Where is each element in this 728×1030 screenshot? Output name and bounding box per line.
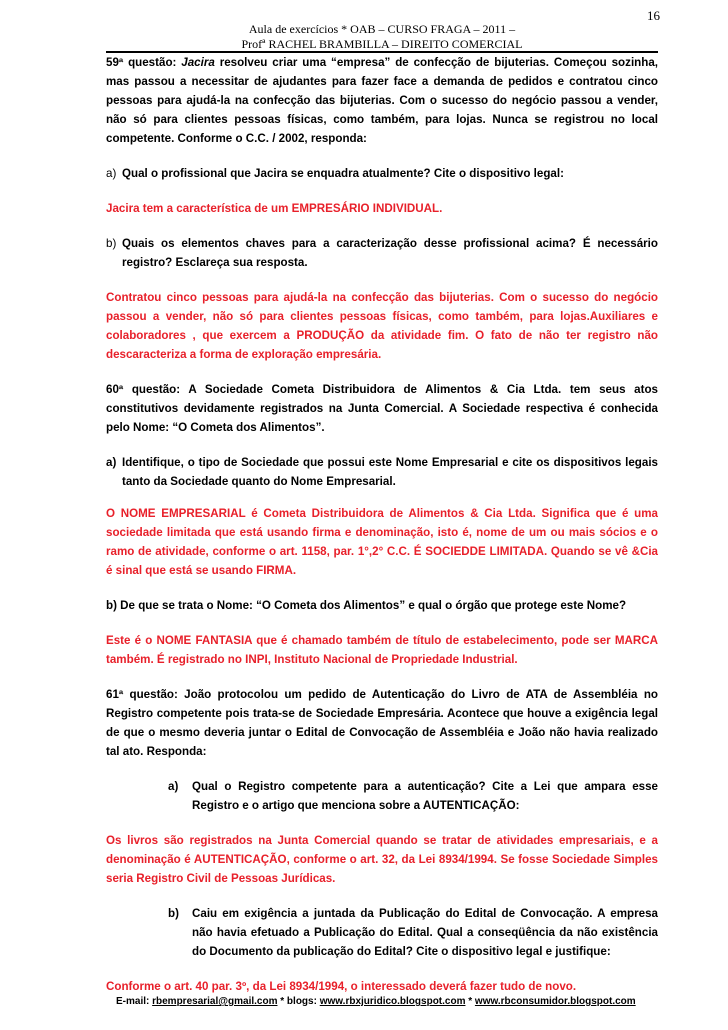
question-60-answer-b: Este é o NOME FANTASIA que é chamado também de título de estabelecimento, pode ser MARCA também. É registrado no INPI, Instituto Nacional de Propriedade Industrial. bbox=[106, 634, 658, 666]
footer-blog-link-consumidor[interactable]: www.rbconsumidor.blogspot.com bbox=[474, 996, 636, 1007]
question-59-answer-a: Jacira tem a característica de um EMPRESÁRIO INDIVIDUAL. bbox=[106, 202, 443, 215]
document-header bbox=[106, 22, 658, 52]
page-number: 16 bbox=[647, 8, 660, 23]
header-course-line: Aula de exercícios * OAB – CURSO FRAGA – 2011 – bbox=[248, 22, 516, 36]
question-61-statement: 61ª questão: João protocolou um pedido de Autenticação do Livro de ATA de Assembléia no Registro competente pois trata-se de Sociedade Empresária. Acontece que houve a exigência legal de que o mesmo deveria juntar o Edital de Convocação de Assembléia e João não havia realizado tal ato. Responda: bbox=[106, 688, 658, 758]
question-59-label: 59ª questão: bbox=[106, 56, 182, 69]
document-body bbox=[106, 53, 658, 996]
question-59-answer-b: Contratou cinco pessoas para ajudá-la na confecção das bijuterias. Com o sucesso do negócio passou a vender, não só para clientes pessoas físicas, como também, para lojas.Auxiliares e colaboradores , que exercem a PRODUÇÃO da atividade fim. O fato de não ter registro não descaracteriza a forma de exploração empresária. bbox=[106, 291, 658, 361]
item-b-text: Caiu em exigência a juntada da Publicação do Edital de Convocação. A empresa não havia efetuado a Publicação do Edital. Qual a conseqüência da não existência do Documento da publicação do Edital? Cite o dispositivo legal e justifique: bbox=[192, 907, 658, 958]
item-a-text: Identifique, o tipo de Sociedade que possui este Nome Empresarial e cite os dispositivos legais tanto da Sociedade quanto do Nome Empresarial. bbox=[122, 456, 658, 488]
question-59-statement bbox=[106, 53, 658, 148]
question-60-item-a bbox=[106, 453, 658, 491]
question-60-answer-a: O NOME EMPRESARIAL é Cometa Distribuidora de Alimentos & Cia Ltda. Significa que é uma sociedade limitada que está usando firma e denominação, isto é, nome de um ou mais sócios e o ramo de atividade, conforme o art. 1158, par. 1°,2° C.C. É SOCIEDDE LIMITADA. Quando se vê &Cia é sinal que está se usando FIRMA. bbox=[106, 507, 658, 577]
item-a-marker: a) bbox=[106, 456, 117, 469]
question-59-item-b bbox=[106, 234, 658, 272]
question-61-answer-a: Os livros são registrados na Junta Comercial quando se tratar de atividades empresariais, e a denominação é AUTENTICAÇÃO, conforme o art. 32, da Lei 8934/1994. Se fosse Sociedade Simples seria Registro Civil de Pessoas Jurídicas. bbox=[106, 834, 658, 885]
footer-email-link[interactable]: rbempresarial@gmail.com bbox=[152, 996, 278, 1007]
item-a-text: Qual o profissional que Jacira se enquadra atualmente? Cite o dispositivo legal: bbox=[122, 167, 564, 180]
question-59-text: resolveu criar uma “empresa” de confecção de bijuterias. Começou sozinha, mas passou a necessitar de ajudantes para fazer face a demanda de pedidos e contratou cinco pessoas para ajudá-la na confecção das bijuterias. Com o sucesso do negócio passou a vender, não só para clientes pessoas físicas, como também, para lojas. Nunca se registrou no local competente. Conforme o C.C. / 2002, responda: bbox=[106, 56, 658, 145]
item-b-marker: b) bbox=[106, 237, 117, 250]
question-59-name: Jacira bbox=[181, 56, 215, 69]
item-a-marker: a) bbox=[168, 780, 179, 793]
question-61-answer-b: Conforme o art. 40 par. 3º, da Lei 8934/1994, o interessado deverá fazer tudo de novo. bbox=[106, 980, 577, 993]
item-b-marker: b) bbox=[168, 907, 179, 920]
page-footer bbox=[116, 996, 636, 1007]
footer-blog-link-juridico[interactable]: www.rbxjuridico.blogspot.com bbox=[319, 996, 466, 1007]
footer-separator: * bbox=[465, 996, 475, 1007]
item-a-text: Qual o Registro competente para a autenticação? Cite a Lei que ampara esse Registro e o artigo que menciona sobre a AUTENTICAÇÃO: bbox=[192, 780, 658, 812]
footer-separator: * blogs: bbox=[277, 996, 320, 1007]
header-teacher-line: Profª RACHEL BRAMBILLA – DIREITO COMERCIAL bbox=[241, 37, 523, 51]
question-61-item-a bbox=[106, 777, 658, 815]
item-b-text: Quais os elementos chaves para a caracterização desse profissional acima? É necessário registro? Esclareça sua resposta. bbox=[122, 237, 658, 269]
question-60-statement: 60ª questão: A Sociedade Cometa Distribuidora de Alimentos & Cia Ltda. tem seus atos constitutivos devidamente registrados na Junta Comercial. A Sociedade respectiva é conhecida pelo Nome: “O Cometa dos Alimentos”. bbox=[106, 383, 658, 434]
question-60-item-b: b) De que se trata o Nome: “O Cometa dos Alimentos” e qual o órgão que protege este Nome? bbox=[106, 599, 627, 612]
footer-email-label: E-mail: bbox=[116, 996, 153, 1007]
question-59-item-a bbox=[106, 164, 658, 183]
question-61-item-b bbox=[106, 904, 658, 961]
item-a-marker: a) bbox=[106, 167, 117, 180]
